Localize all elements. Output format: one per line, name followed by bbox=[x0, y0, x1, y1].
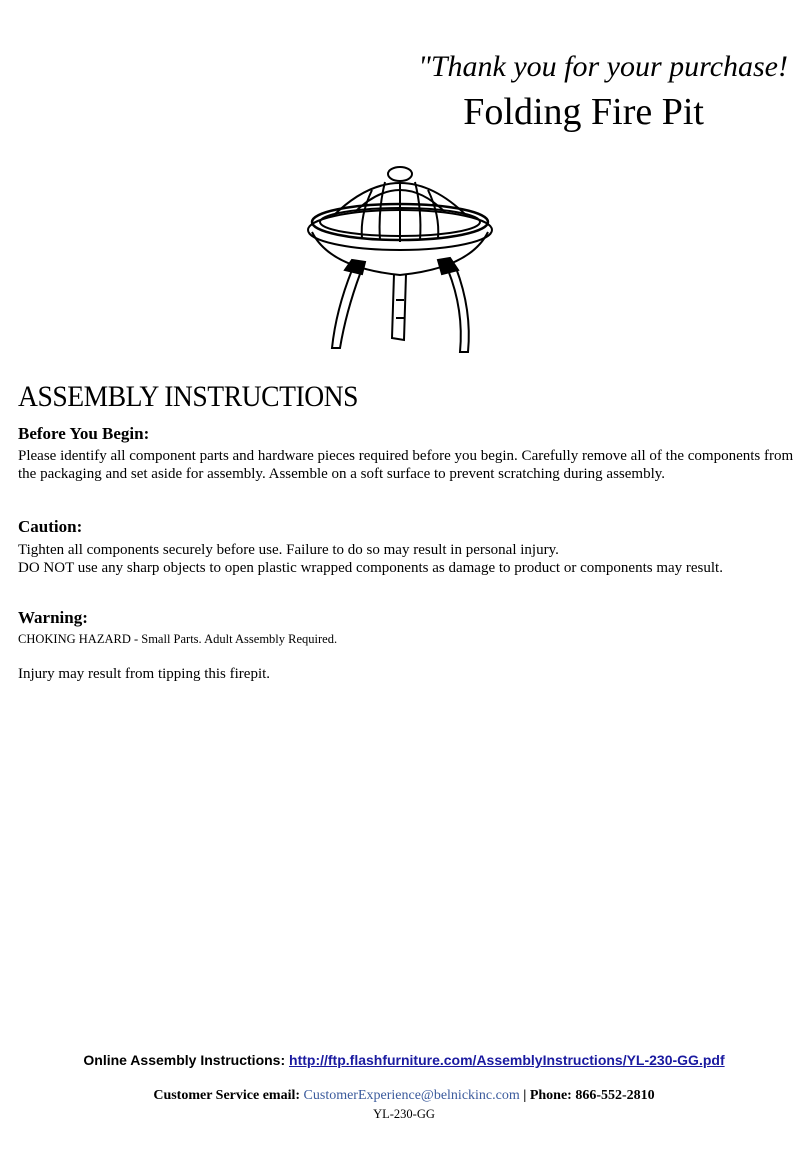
caution-line-2: DO NOT use any sharp objects to open plastic wrapped components as damage to product or components may result. bbox=[18, 560, 723, 576]
online-instructions bbox=[0, 1052, 808, 1068]
caution-line-1: Tighten all components securely before use. Failure to do so may result in personal injury. bbox=[18, 542, 559, 558]
customer-service bbox=[0, 1088, 808, 1104]
warning-line-2: Injury may result from tipping this firepit. bbox=[18, 666, 271, 682]
before-begin-text: Please identify all component parts and hardware pieces required before you begin. Carefully remove all of the components from the packaging and set aside for assembly. Assemble on a soft surface to prevent scratching during assembly. bbox=[18, 448, 794, 482]
before-begin-heading: Before You Begin: bbox=[18, 424, 150, 443]
online-instructions-label: Online Assembly Instructions: bbox=[83, 1052, 286, 1068]
assembly-heading: ASSEMBLY INSTRUCTIONS bbox=[18, 380, 359, 413]
online-instructions-link[interactable]: http://ftp.flashfurniture.com/AssemblyInstructions/YL-230-GG.pdf bbox=[289, 1052, 725, 1068]
model-code: YL-230-GG bbox=[373, 1107, 435, 1121]
thank-you-heading: "Thank you for your purchase! bbox=[418, 50, 788, 83]
page-title: Folding Fire Pit bbox=[463, 91, 704, 133]
customer-service-phone: | Phone: 866-552-2810 bbox=[523, 1088, 655, 1103]
warning-heading: Warning: bbox=[18, 608, 88, 627]
customer-service-email[interactable]: CustomerExperience@belnickinc.com bbox=[303, 1088, 520, 1103]
customer-service-label: Customer Service email: bbox=[153, 1088, 301, 1103]
caution-heading: Caution: bbox=[18, 517, 83, 536]
fire-pit-illustration-icon bbox=[300, 160, 500, 360]
warning-line-1: CHOKING HAZARD - Small Parts. Adult Assembly Required. bbox=[18, 632, 338, 646]
